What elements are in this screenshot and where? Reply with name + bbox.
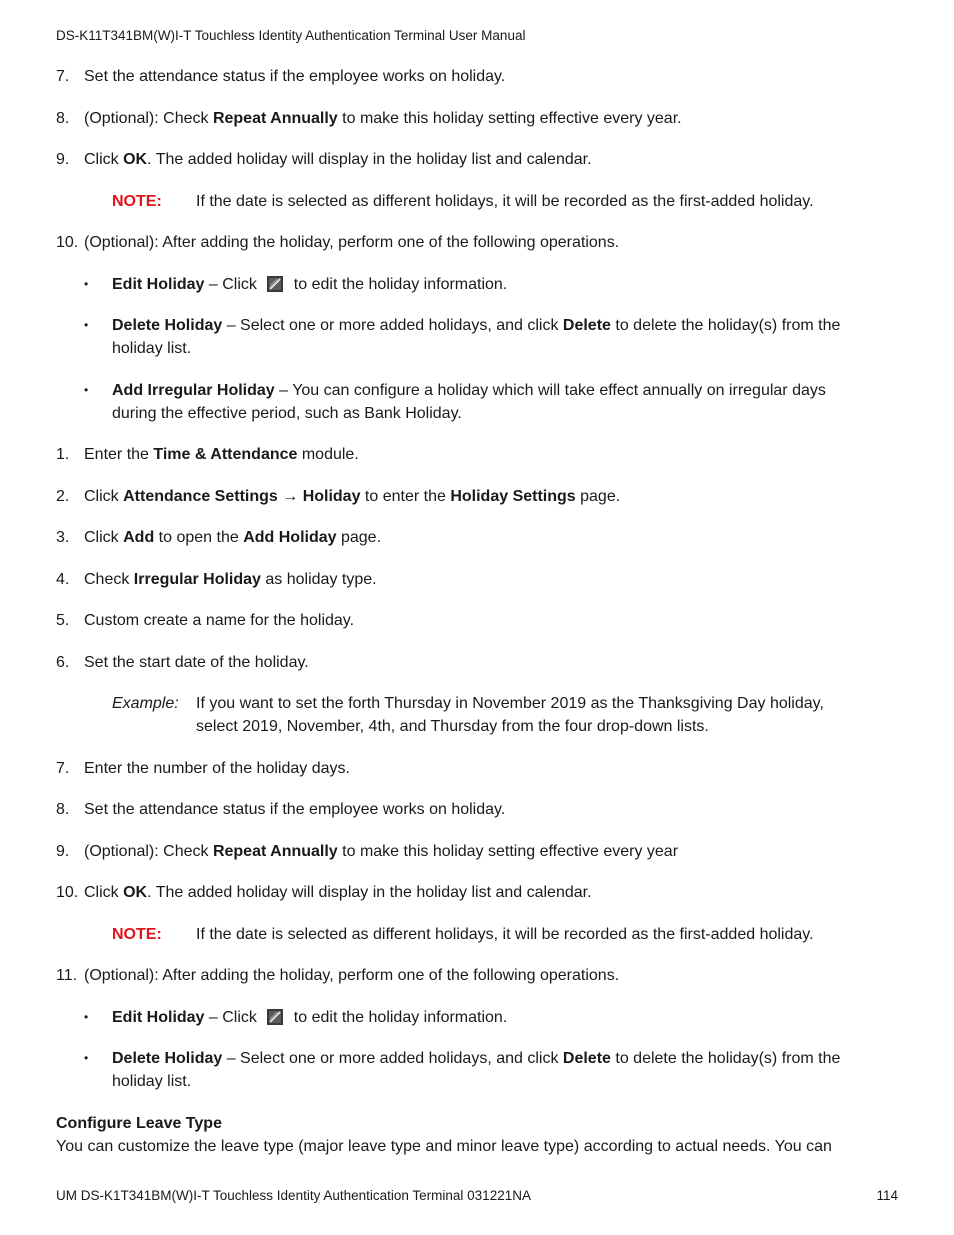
bold-term: Repeat Annually: [212, 110, 338, 127]
step-number: 7.: [56, 68, 70, 85]
text-run: to make this holiday setting effective every year.: [337, 110, 682, 127]
document-header: DS-K11T341BM(W)I-T Touchless Identity Authentication Terminal User Manual: [56, 28, 526, 43]
step-text: Enter the number of the holiday days.: [84, 760, 350, 777]
text-run: . The added holiday will display in the holiday list and calendar.: [147, 884, 592, 901]
text-run: page.: [575, 488, 621, 505]
text-run: Click: [84, 488, 124, 505]
step-text: [84, 107, 682, 130]
text-run: to edit the holiday information.: [289, 1009, 508, 1026]
document-footer: UM DS-K1T341BM(W)I-T Touchless Identity Authentication Terminal 031221NA: [56, 1188, 531, 1203]
bold-term: Delete Holiday: [112, 317, 223, 334]
step-text: [84, 443, 359, 466]
step-number: 7.: [56, 760, 70, 777]
section-text: You can customize the leave type (major leave type and minor leave type) according to actual needs. You can: [56, 1138, 832, 1155]
section-title: Configure Leave Type: [56, 1115, 222, 1132]
bold-term: OK: [123, 884, 148, 901]
example-text-line2: select 2019, November, 4th, and Thursday from the four drop-down lists.: [196, 718, 709, 735]
bold-term: Delete Holiday: [112, 1050, 223, 1067]
step-text: Set the attendance status if the employee works on holiday.: [84, 801, 506, 818]
bullet: •: [84, 383, 89, 397]
bold-term: Add: [123, 529, 155, 546]
step-number: 8.: [56, 110, 70, 127]
step-number: 6.: [56, 654, 70, 671]
arrow-symbol: →: [277, 488, 303, 505]
bullet: •: [84, 318, 89, 332]
step-text: [84, 485, 620, 508]
step-number: 10.: [56, 884, 79, 901]
step-text: Set the start date of the holiday.: [84, 654, 309, 671]
text-run: Check: [84, 571, 134, 588]
step-text: Custom create a name for the holiday.: [84, 612, 355, 629]
step-number: 11.: [56, 967, 78, 984]
bold-term: Delete: [562, 1050, 611, 1067]
note-label: NOTE:: [112, 193, 162, 210]
bold-term: Holiday Settings: [450, 488, 576, 505]
bold-term: Edit Holiday: [112, 1009, 205, 1026]
step-text: [84, 568, 377, 591]
step-number: 5.: [56, 612, 70, 629]
bold-term: Attendance Settings: [123, 488, 278, 505]
step-text: [84, 526, 381, 549]
text-run: . The added holiday will display in the holiday list and calendar.: [147, 151, 592, 168]
bold-term: Irregular Holiday: [133, 571, 261, 588]
step-number: 1.: [56, 446, 70, 463]
bullet-text: during the effective period, such as Bank Holiday.: [112, 405, 462, 422]
bold-term: Repeat Annually: [212, 843, 338, 860]
step-number: 3.: [56, 529, 70, 546]
bold-term: Time & Attendance: [153, 446, 298, 463]
text-run: page.: [336, 529, 382, 546]
text-run: as holiday type.: [260, 571, 377, 588]
bold-term: Edit Holiday: [112, 276, 205, 293]
text-run: to enter the: [360, 488, 451, 505]
text-run: to delete the holiday(s) from the: [610, 317, 841, 334]
edit-icon: [267, 1009, 283, 1025]
bullet-text: holiday list.: [112, 1073, 192, 1090]
text-run: – Select one or more added holidays, and click: [222, 1050, 563, 1067]
bold-term: Add Holiday: [243, 529, 337, 546]
note-label: NOTE:: [112, 926, 162, 943]
step-text: [84, 148, 592, 171]
step-text: Set the attendance status if the employee works on holiday.: [84, 68, 506, 85]
text-run: Click: [84, 151, 124, 168]
step-number: 9.: [56, 843, 70, 860]
edit-icon: [267, 276, 283, 292]
text-run: – Click: [204, 1009, 262, 1026]
text-run: – You can configure a holiday which will take effect annually on irregular days: [274, 382, 826, 399]
text-run: (Optional): Check: [84, 110, 213, 127]
text-run: (Optional): Check: [84, 843, 213, 860]
bold-term: Add Irregular Holiday: [112, 382, 275, 399]
bullet-text: [112, 273, 507, 296]
note-text: If the date is selected as different holidays, it will be recorded as the first-added holiday.: [196, 926, 814, 943]
step-text: (Optional): After adding the holiday, perform one of the following operations.: [84, 234, 620, 251]
text-run: to edit the holiday information.: [289, 276, 508, 293]
text-run: Click: [84, 529, 124, 546]
bold-term: Holiday: [302, 488, 361, 505]
text-run: Click: [84, 884, 124, 901]
bullet: •: [84, 1010, 89, 1024]
step-number: 8.: [56, 801, 70, 818]
bullet-text: [112, 1047, 840, 1070]
text-run: – Select one or more added holidays, and click: [222, 317, 563, 334]
example-label: Example:: [112, 695, 179, 712]
text-run: to make this holiday setting effective every year: [337, 843, 679, 860]
example-text-line1: If you want to set the forth Thursday in November 2019 as the Thanksgiving Day holiday,: [196, 695, 824, 712]
page-number: 114: [876, 1188, 898, 1203]
bullet-text: [112, 1006, 507, 1029]
text-run: – Click: [204, 276, 262, 293]
step-text: [84, 840, 678, 863]
bullet: •: [84, 277, 89, 291]
step-number: 10.: [56, 234, 79, 251]
step-number: 2.: [56, 488, 70, 505]
step-number: 9.: [56, 151, 70, 168]
note-text: If the date is selected as different holidays, it will be recorded as the first-added holiday.: [196, 193, 814, 210]
step-text: [84, 881, 592, 904]
bullet-text: [112, 314, 840, 337]
text-run: to delete the holiday(s) from the: [610, 1050, 841, 1067]
text-run: to open the: [154, 529, 244, 546]
bold-term: Delete: [562, 317, 611, 334]
text-run: Enter the: [84, 446, 154, 463]
step-number: 4.: [56, 571, 70, 588]
step-text: (Optional): After adding the holiday, perform one of the following operations.: [84, 967, 620, 984]
bullet-text: [112, 379, 826, 402]
text-run: module.: [297, 446, 359, 463]
bullet: •: [84, 1051, 89, 1065]
bold-term: OK: [123, 151, 148, 168]
bullet-text: holiday list.: [112, 340, 192, 357]
